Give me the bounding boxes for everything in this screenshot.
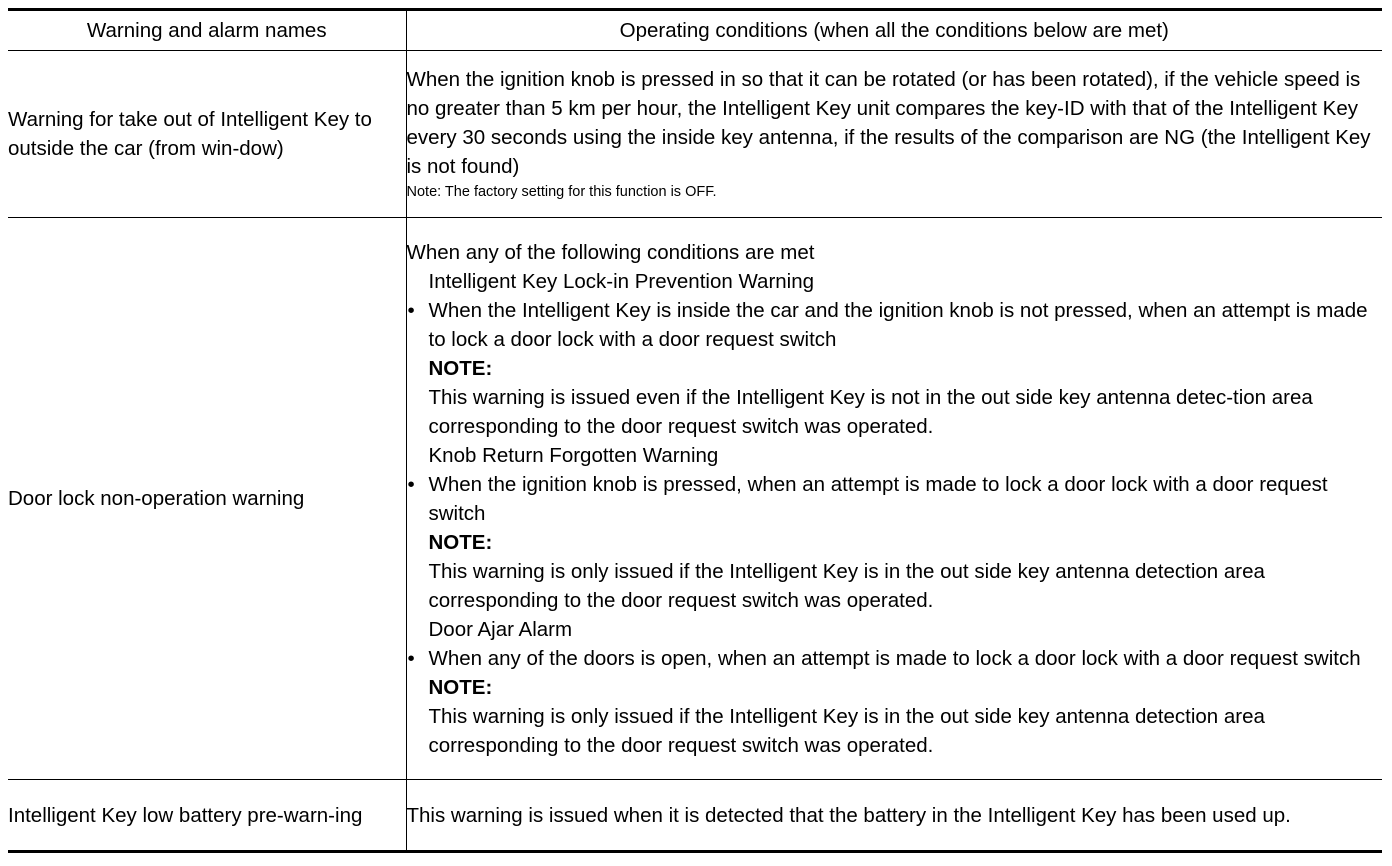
bullet-icon: • [407, 298, 415, 322]
note-label: NOTE: [428, 356, 493, 380]
bullet-text: When the Intelligent Key is inside the car and the ignition knob is not pressed, when an attempt is made to lock a door lock with a door request switch [428, 298, 1368, 351]
warning-name-cell: Warning for take out of Intelligent Key to outside the car (from win-dow) [8, 51, 406, 218]
bullet-icon: • [407, 472, 415, 496]
header-operating-conditions: Operating conditions (when all the conditions below are met) [406, 10, 1382, 51]
bullet-text: When the ignition knob is pressed, when an attempt is made to lock a door lock with a door request switch [428, 472, 1328, 525]
condition-cell [406, 51, 1382, 218]
table-row [8, 218, 1382, 780]
note-label: NOTE: [428, 675, 493, 699]
condition-bullet [407, 296, 1383, 354]
table-header-row [8, 10, 1382, 51]
condition-cell: This warning is issued when it is detected that the battery in the Intelligent Key has been used up. [406, 780, 1382, 852]
note-text: This warning is issued even if the Intelligent Key is not in the out side key antenna detec-tion area corresponding to the door request switch was operated. [428, 385, 1313, 438]
group-title: Door Ajar Alarm [428, 617, 573, 641]
condition-intro: When any of the following conditions are met [406, 240, 815, 264]
header-warning-names: Warning and alarm names [8, 10, 406, 51]
condition-cell [406, 218, 1382, 780]
group-title: Knob Return Forgotten Warning [428, 443, 719, 467]
condition-bullet [407, 644, 1383, 673]
warning-name-cell: Intelligent Key low battery pre-warn-ing [8, 780, 406, 852]
bullet-text: When any of the doors is open, when an attempt is made to lock a door lock with a door request switch [428, 646, 1361, 670]
note-text: This warning is only issued if the Intelligent Key is in the out side key antenna detection area corresponding to the door request switch was operated. [428, 559, 1265, 612]
warning-conditions-table [8, 8, 1382, 853]
warning-name-cell: Door lock non-operation warning [8, 218, 406, 780]
bullet-icon: • [407, 646, 415, 670]
condition-text: When the ignition knob is pressed in so that it can be rotated (or has been rotated), if the vehicle speed is no greater than 5 km per hour, the Intelligent Key unit compares the key-ID with that of the Intelligent Key every 30 seconds using the inside key antenna, if the results of the comparison are NG (the Intelligent Key is not found) [406, 68, 1371, 178]
factory-setting-note: Note: The factory setting for this function is OFF. [406, 184, 717, 200]
note-text: This warning is only issued if the Intelligent Key is in the out side key antenna detection area corresponding to the door request switch was operated. [428, 704, 1265, 757]
table-row [8, 51, 1382, 218]
condition-bullet [407, 470, 1383, 528]
note-label: NOTE: [428, 530, 493, 554]
group-title: Intelligent Key Lock-in Prevention Warning [428, 269, 815, 293]
table-row [8, 780, 1382, 852]
